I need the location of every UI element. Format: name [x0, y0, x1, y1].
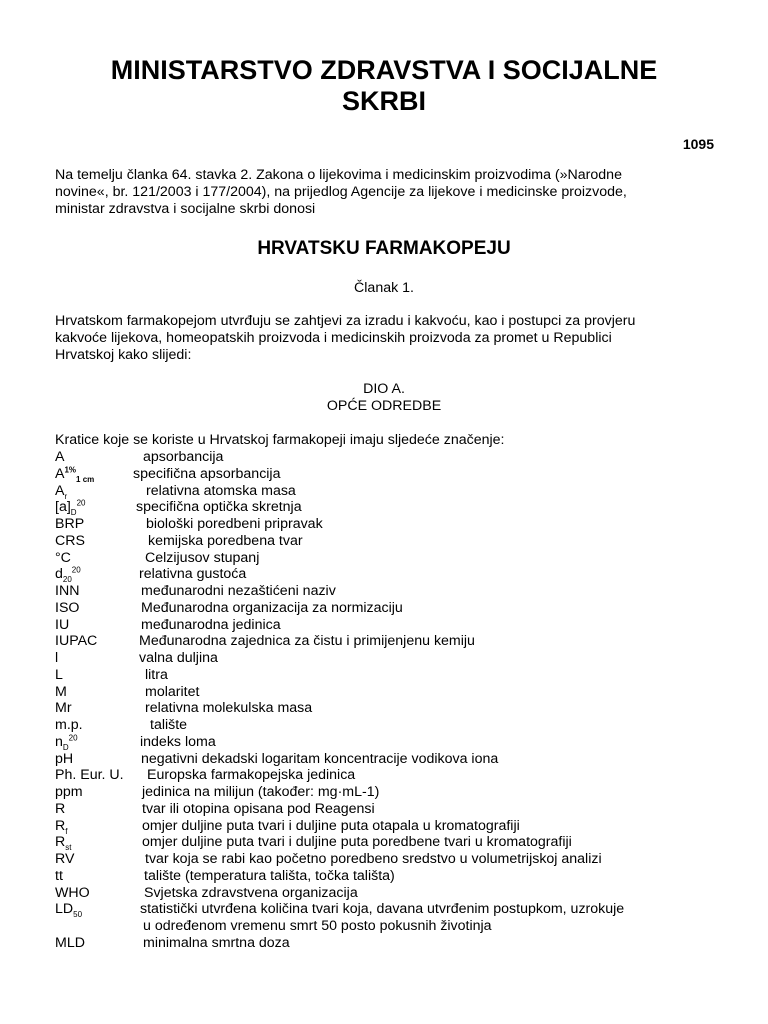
abbreviation-definition: Međunarodna zajednica za čistu i primijenjenu kemiju — [139, 633, 475, 650]
abbreviation-definition: talište (temperatura tališta, točka tališta) — [144, 867, 395, 884]
abbreviation-term: CRS — [55, 532, 85, 549]
part-heading — [40, 381, 728, 415]
abbreviation-term — [55, 499, 85, 516]
document-number: 1095 — [682, 136, 714, 152]
abbreviation-definition: specifična optička skretnja — [136, 499, 302, 516]
abbreviation-term: °C — [55, 549, 71, 566]
term-main: d — [55, 566, 63, 583]
part-title: OPĆE ODREDBE — [326, 398, 442, 414]
title-line-2: SKRBI — [341, 86, 426, 116]
abbreviation-definition: valna duljina — [139, 650, 218, 666]
abbreviation-term: pH — [55, 750, 74, 767]
abbreviation-row — [55, 449, 745, 466]
abbreviation-term: l — [55, 650, 59, 666]
term-subscript: f — [65, 826, 68, 836]
abbreviation-term: m.p. — [55, 717, 83, 733]
abbreviation-row — [55, 566, 745, 583]
abbreviation-term: IUPAC — [55, 633, 98, 650]
abbreviation-term: A — [55, 449, 65, 465]
intro-line: ministar zdravstva i socijalne skrbi donosi — [55, 201, 316, 217]
abbreviation-row — [55, 851, 745, 868]
abbreviation-term: ppm — [55, 784, 83, 800]
abbreviation-term — [55, 734, 78, 751]
term-subscript: D — [62, 742, 69, 752]
abbreviation-term: BRP — [55, 516, 85, 532]
abbreviation-term: MLD — [55, 934, 85, 951]
abbreviation-row — [55, 734, 745, 751]
abbreviation-definition: statistički utvrđena količina tvari koja, davana utvrđenim postupkom, uzrokuje — [140, 901, 625, 918]
term-main: R — [55, 817, 66, 834]
abbreviation-definition: međunarodni nezaštićeni naziv — [141, 583, 336, 599]
abbreviation-row — [55, 834, 745, 851]
term-main: A — [55, 465, 65, 482]
abbreviation-term: IU — [55, 616, 70, 633]
abbreviation-definition: Europska farmakopejska jedinica — [147, 767, 356, 784]
abbreviation-row — [55, 583, 745, 600]
abbreviation-definition: tvar ili otopina opisana pod Reagensi — [142, 800, 375, 817]
title-line-1: MINISTARSTVO ZDRAVSTVA I SOCIJALNE — [110, 55, 658, 85]
abbreviation-row — [55, 767, 745, 784]
abbreviation-row — [55, 650, 745, 667]
article-heading: Članak 1. — [354, 280, 414, 296]
abbreviation-term: R — [55, 800, 66, 817]
abbreviation-definition: minimalna smrtna doza — [143, 934, 290, 951]
intro-line: novine«, br. 121/2003 i 177/2004), na prijedlog Agencije za lijekove i medicinske proizvode, — [55, 184, 627, 200]
abbreviation-row — [55, 751, 745, 768]
intro-paragraph — [55, 167, 715, 218]
abbreviation-row — [55, 801, 745, 818]
abbreviation-row — [55, 885, 745, 902]
abbreviation-definition: apsorbancija — [143, 449, 224, 465]
abbreviation-row — [55, 600, 745, 617]
abbreviation-row — [55, 466, 745, 483]
abbreviation-definition: Međunarodna organizacija za normizaciju — [141, 599, 403, 616]
abbreviation-row — [55, 516, 745, 533]
term-superscript: 20 — [68, 733, 78, 743]
abbreviation-row — [55, 633, 745, 650]
page-title — [40, 55, 728, 117]
abbreviation-definition: relativna atomska masa — [146, 482, 296, 499]
abbreviation-term: Ph. Eur. U. — [55, 767, 124, 784]
abbreviation-term: ISO — [55, 599, 80, 616]
term-main: A — [55, 482, 65, 499]
abbreviation-definition: talište — [150, 717, 188, 733]
abbreviation-row-continuation — [55, 918, 745, 935]
abbreviation-definition: relativna gustoća — [139, 566, 247, 583]
abbreviation-row — [55, 667, 745, 684]
abbreviations-list — [55, 449, 745, 952]
abbreviation-term: WHO — [55, 884, 90, 901]
abbreviation-term — [55, 834, 71, 851]
abbreviation-term: RV — [55, 851, 75, 867]
abbreviation-term: L — [55, 666, 63, 683]
abbreviation-row — [55, 935, 745, 952]
abbreviation-definition: tvar koja se rabi kao početno poredbeno sredstvo u volumetrijskoj analizi — [145, 851, 602, 867]
abbreviation-row — [55, 700, 745, 717]
abbreviation-definition: omjer duljine puta tvari i duljine puta poredbene tvari u kromatografiji — [142, 834, 572, 851]
term-subscript: r — [64, 491, 68, 501]
abbreviation-row — [55, 550, 745, 567]
abbreviation-row — [55, 818, 745, 835]
term-subscript: 20 — [62, 575, 72, 585]
abbreviation-row — [55, 717, 745, 734]
abbreviation-term — [55, 566, 81, 583]
intro-line: Na temelju članka 64. stavka 2. Zakona o lijekovima i medicinskim proizvodima (»Narodne — [55, 167, 622, 183]
abbreviations-intro: Kratice koje se koriste u Hrvatskoj farmakopeji imaju sljedeće značenje: — [55, 432, 505, 448]
abbreviation-definition: negativni dekadski logaritam koncentracije vodikova iona — [141, 750, 499, 767]
abbreviation-row — [55, 533, 745, 550]
term-main: [a] — [55, 499, 71, 516]
abbreviation-definition: omjer duljine puta tvari i duljine puta otapala u kromatografiji — [142, 817, 520, 834]
article-line: kakvoće lijekova, homeopatskih proizvoda i medicinskih proizvoda za promet u Republici — [55, 330, 612, 346]
abbreviation-term — [55, 466, 94, 483]
abbreviation-definition: molaritet — [145, 683, 200, 700]
section-title: HRVATSKU FARMAKOPEJU — [257, 238, 511, 259]
abbreviation-definition: specifična apsorbancija — [133, 465, 281, 482]
abbreviation-definition: biološki poredbeni pripravak — [146, 516, 323, 532]
article-line: Hrvatskom farmakopejom utvrđuju se zahtjevi za izradu i kakvoću, kao i postupci za provjeru — [55, 313, 636, 329]
article-line: Hrvatskoj kako slijedi: — [55, 347, 192, 363]
term-superscript: 20 — [76, 498, 86, 508]
abbreviation-definition: Celzijusov stupanj — [145, 549, 260, 566]
term-subscript: 50 — [73, 910, 83, 920]
term-subscript: D — [70, 508, 77, 518]
abbreviation-definition-continuation: u određenom vremenu smrt 50 posto pokusnih životinja — [143, 918, 492, 934]
term-subscript: st — [65, 843, 72, 853]
term-main: n — [55, 733, 63, 750]
abbreviation-term — [55, 483, 67, 500]
abbreviation-row — [55, 784, 745, 801]
abbreviation-definition: jedinica na milijun (također: mg·mL-1) — [142, 784, 380, 800]
abbreviation-row — [55, 483, 745, 500]
abbreviation-term: INN — [55, 583, 80, 599]
abbreviation-term: tt — [55, 867, 63, 884]
abbreviation-term: M — [55, 683, 67, 700]
part-label: DIO A. — [363, 381, 405, 397]
term-subscript: 1 cm — [76, 474, 95, 484]
term-superscript: 20 — [71, 565, 81, 575]
abbreviation-term: Mr — [55, 700, 72, 717]
abbreviation-term — [55, 901, 82, 918]
abbreviation-definition: indeks loma — [140, 733, 216, 750]
abbreviation-row — [55, 617, 745, 634]
abbreviation-definition: Svjetska zdravstvena organizacija — [144, 884, 358, 901]
abbreviation-definition: kemijska poredbena tvar — [148, 532, 303, 549]
term-superscript: 1% — [64, 465, 77, 475]
term-main: R — [55, 834, 66, 851]
abbreviation-definition: međunarodna jedinica — [141, 616, 281, 633]
abbreviation-row — [55, 901, 745, 918]
abbreviation-definition: relativna molekulska masa — [145, 700, 313, 717]
abbreviation-definition: litra — [145, 666, 168, 683]
abbreviation-row — [55, 868, 745, 885]
article-paragraph — [55, 313, 720, 364]
abbreviation-term — [55, 818, 67, 835]
abbreviation-row — [55, 684, 745, 701]
abbreviation-row — [55, 499, 745, 516]
term-main: LD — [55, 901, 74, 918]
